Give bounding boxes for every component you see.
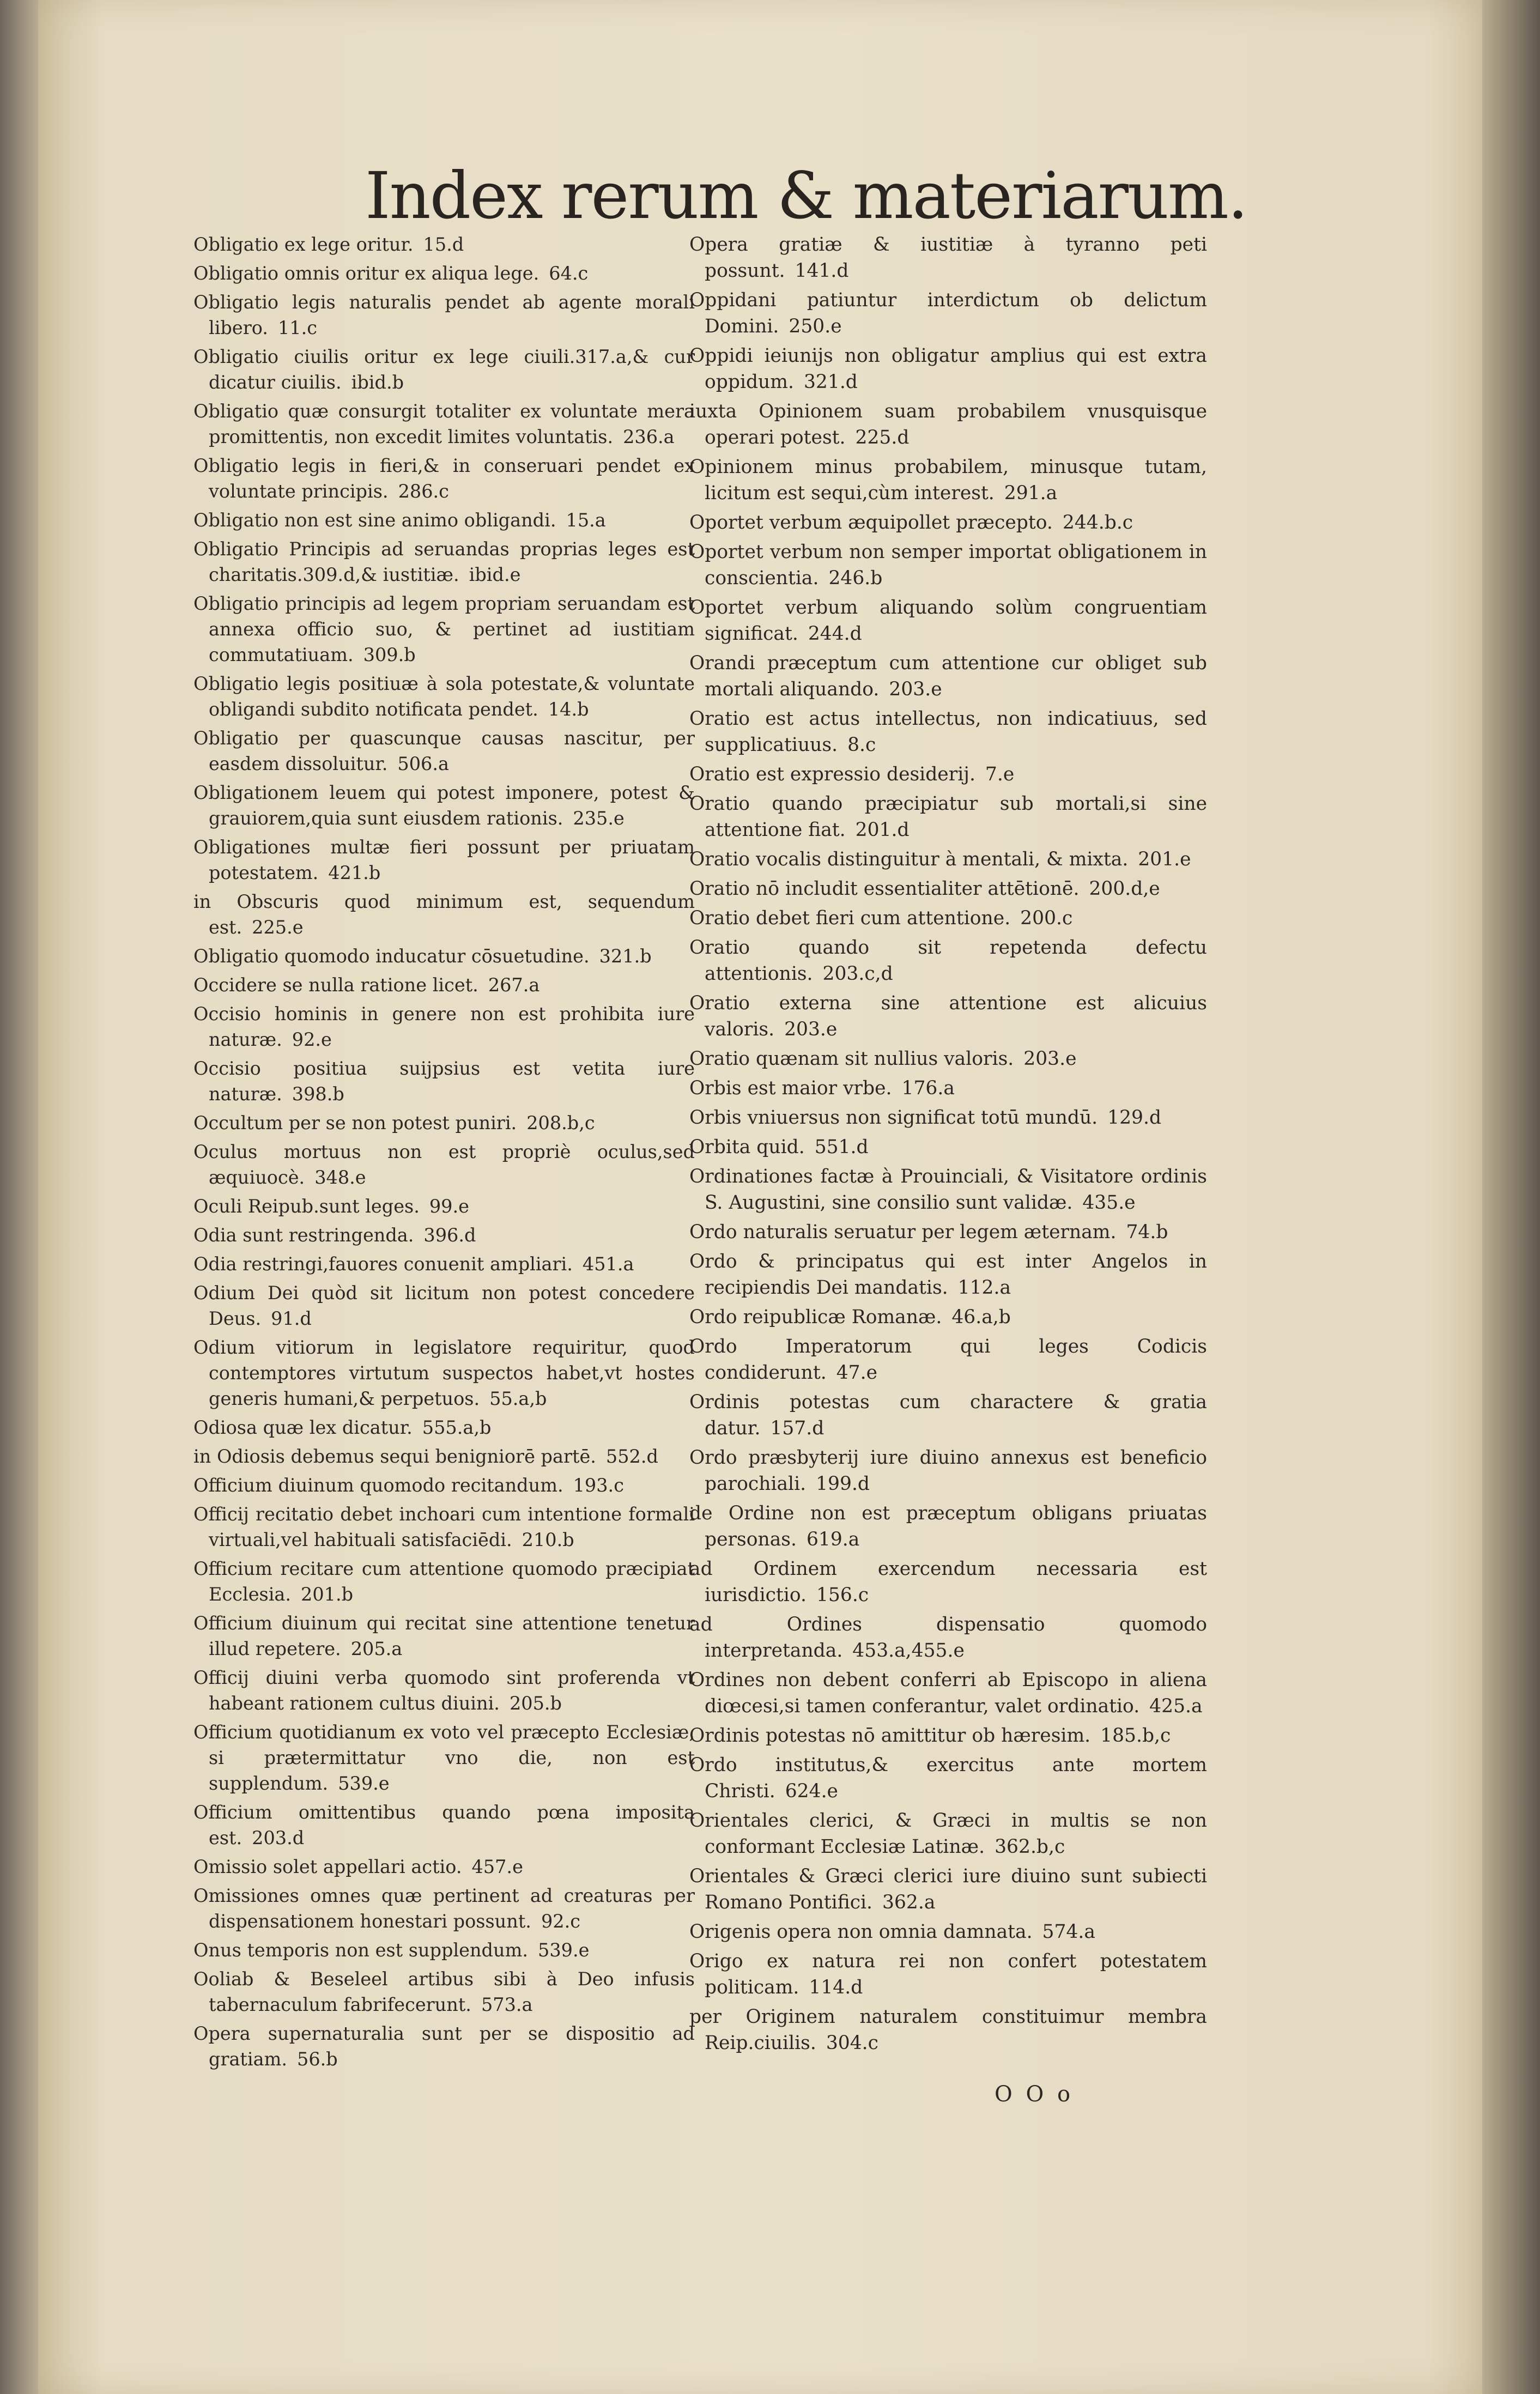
index-entry-text: Oppidi ieiunijs non obligatur amplius qui est extra oppidum. [689,345,1207,393]
index-entry [193,2021,695,2072]
index-entry-reference: ibid.e [469,564,521,585]
index-entry-text: Ordines non debent conferri ab Episcopo in aliena diœcesi,si tamen conferantur, valet ordinatio. [689,1669,1207,1717]
index-entry [689,539,1207,591]
index-entry-reference: 201.b [301,1584,354,1605]
index-entry-text: Oportet verbum non semper importat obligationem in conscientia. [689,541,1207,589]
index-entry-text: ad Ordinem exercendum necessaria est iurisdictio. [689,1558,1207,1606]
index-entry-reference: 199.d [816,1473,870,1495]
index-entry-text: Origo ex natura rei non confert potestatem politicam. [689,1950,1207,1998]
index-entry [689,1500,1207,1553]
index-entry [689,1863,1207,1916]
index-entry [689,454,1207,506]
index-entry-text: Omissio solet appellari actio. [193,1856,462,1877]
index-entry-reference: 112.a [957,1277,1011,1299]
index-entry-reference: 200.d,e [1089,878,1160,900]
index-entry [689,1389,1207,1441]
book-binding [0,0,38,2394]
index-entry-reference: 56.b [297,2048,338,2070]
index-entry-reference: 8.c [847,734,876,756]
index-entry [689,595,1207,647]
index-entry-text: Ordo Imperatorum qui leges Codicis condiderunt. [689,1336,1207,1384]
index-entry [689,232,1207,284]
index-entry [193,1444,695,1469]
index-entry [193,889,695,940]
index-entry-reference: 193.c [573,1475,624,1496]
index-entry [193,834,695,886]
index-entry-reference: 421.b [328,862,381,883]
index-entry [193,507,695,533]
index-entry-reference: 551.d [814,1136,869,1158]
index-entry-reference: 555.a,b [422,1417,492,1438]
catchword: O O o [995,2082,1074,2107]
index-entry-text: Odia restringi,fauores conuenit ampliari. [193,1253,573,1275]
index-entry-reference: 619.a [806,1529,860,1550]
index-entry-text: Obligatio quomodo inducatur cōsuetudine. [193,946,590,967]
index-entry-text: Oratio externa sine attentione est alicuius valoris. [689,992,1207,1040]
index-entry-reference: 396.d [423,1225,476,1246]
index-entry-reference: 225.d [855,427,910,449]
index-entry-text: Officium quotidianum ex voto vel præcepto Ecclesiæ, si prætermittatur vno die, non est supplendum. [193,1722,695,1794]
index-entry-reference: 235.e [573,808,625,829]
index-entry-reference: 267.a [488,974,540,996]
index-entry-text: Odium vitiorum in legislatore requiritur, quod contemptores virtutum suspectos habet,vt hostes generis humani,& perpetuos. [193,1337,695,1409]
index-entry-reference: 574.a [1042,1921,1095,1943]
index-entry-reference: 321.d [803,371,858,393]
index-entry-reference: 92.c [541,1911,580,1932]
index-entry [689,1304,1207,1330]
index-entry [689,287,1207,340]
index-entry-text: Odium Dei quòd sit licitum non potest concedere Deus. [193,1282,695,1329]
index-entry-text: Ordo institutus,& exercitus ante mortem Christi. [689,1754,1207,1802]
index-entry-reference: 15.a [566,510,606,531]
index-entry-text: Oportet verbum æquipollet præcepto. [689,512,1053,534]
index-entry-reference: 309.b [363,644,416,665]
index-entry-reference: 203.c,d [822,963,893,985]
index-entry-text: Obligatio non est sine animo obligandi. [193,510,556,531]
index-entry-reference: 99.e [429,1196,469,1217]
index-entry [193,1335,695,1411]
index-entry-reference: 11.c [277,317,317,338]
index-entry-text: Obligatio quæ consurgit totaliter ex voluntate mera promittentis, non excedit limites voluntatis. [193,401,695,447]
index-entry-reference: 362.a [882,1892,936,1913]
index-entry [689,706,1207,758]
index-entry [193,1799,695,1851]
index-entry-reference: 64.c [549,263,589,284]
index-entry-text: iuxta Opinionem suam probabilem vnusquisque operari potest. [689,401,1207,449]
index-entry-reference: 435.e [1082,1192,1136,1214]
index-entry-reference: 208.b,c [526,1112,595,1134]
index-entry-reference: 203.d [252,1827,305,1848]
index-entry-reference: 250.e [789,316,842,337]
index-entry [193,943,695,969]
index-entry [193,591,695,668]
index-entry-reference: 201.e [1138,848,1191,870]
index-entry-text: Oratio quando sit repetenda defectu attentionis. [689,937,1207,985]
index-entry-text: Oratio debet fieri cum attentione. [689,907,1011,929]
index-entry-text: Obligatio Principis ad seruandas proprias leges est charitatis.309.d,& iustitiæ. [193,538,695,585]
index-entry [193,972,695,998]
index-entry-reference: 185.b,c [1100,1725,1171,1747]
index-entry [193,671,695,722]
index-entry [689,935,1207,987]
index-entry [689,1105,1207,1131]
index-entry [193,1556,695,1607]
index-entry-text: Obligatio principis ad legem propriam seruandam est annexa officio suo, & pertinet ad iustitiam commutatiuam. [193,593,695,665]
index-entry [689,846,1207,872]
index-entry [193,1280,695,1331]
index-entry [193,453,695,504]
index-entry-text: Officium recitare cum attentione quomodo præcipiat Ecclesia. [193,1558,695,1605]
index-entry-text: Odia sunt restringenda. [193,1225,414,1246]
index-entry-text: Obligatio legis positiuæ à sola potestate,& voluntate obligandi subdito notificata pendet. [193,673,695,720]
index-entry-text: Orientales clerici, & Græci in multis se non conformant Ecclesiæ Latinæ. [689,1810,1207,1858]
index-entry-text: Orbis est maior vrbe. [689,1077,892,1099]
index-entry-text: Obligatio ciuilis oritur ex lege ciuili.317.a,& cur dicatur ciuilis. [193,346,695,393]
index-entry [689,990,1207,1043]
index-entry-reference: ibid.b [351,372,404,393]
index-entry-text: Ordinis potestas cum charactere & gratia datur. [689,1391,1207,1439]
index-entry-text: Officij diuini verba quomodo sint proferenda vt habeant rationem cultus diuini. [193,1667,695,1714]
index-entry-text: Ordo & principatus qui est inter Angelos in recipiendis Dei mandatis. [689,1251,1207,1299]
index-entry [689,1948,1207,2001]
index-entry-text: Occisio hominis in genere non est prohibita iure naturæ. [193,1003,695,1050]
index-entry [689,1556,1207,1608]
index-entry-reference: 200.c [1020,907,1073,929]
index-column-right [689,232,1207,2059]
index-entry-reference: 321.b [599,946,652,967]
index-entry-reference: 47.e [836,1362,877,1384]
index-entry [193,1610,695,1662]
index-entry-text: Ordo præsbyterij iure diuino annexus est beneficio parochiali. [689,1447,1207,1495]
index-entry [689,905,1207,931]
index-entry-text: Oratio nō includit essentialiter attētionē. [689,878,1080,900]
index-entry [689,1752,1207,1804]
index-entry-text: Obligationem leuem qui potest imponere, potest & grauiorem,quia sunt eiusdem rationis. [193,782,695,829]
index-entry [689,1134,1207,1160]
index-entry [689,1163,1207,1216]
index-entry [689,1248,1207,1301]
index-entry-reference: 244.b.c [1062,512,1133,534]
index-entry [193,1472,695,1498]
index-entry-reference: 210.b [522,1529,574,1550]
index-entry-text: Onus temporis non est supplendum. [193,1940,528,1961]
index-entry [689,1808,1207,1860]
index-entry-reference: 55.a,b [489,1388,547,1409]
index-entry-text: Opera gratiæ & iustitiæ à tyranno peti possunt. [689,234,1207,282]
index-entry-text: in Odiosis debemus sequi benigniorē partē. [193,1446,596,1467]
index-entry [193,1222,695,1248]
index-entry [689,761,1207,787]
index-entry [689,510,1207,536]
index-entry-text: Orbis vniuersus non significat totū mundū. [689,1107,1098,1129]
index-entry-reference: 46.a,b [951,1306,1011,1328]
index-entry [193,780,695,831]
index-entry-reference: 457.e [471,1856,523,1877]
index-entry-text: Odiosa quæ lex dicatur. [193,1417,413,1438]
index-entry-reference: 157.d [770,1417,824,1439]
index-entry [689,1334,1207,1386]
index-entry-text: Origenis opera non omnia damnata. [689,1921,1033,1943]
index-entry [689,398,1207,451]
index-entry [689,1046,1207,1072]
index-entry [689,650,1207,702]
index-entry [193,260,695,286]
index-entry-reference: 453.a,455.e [852,1640,965,1662]
index-entry-text: Officium omittentibus quando pœna imposita est. [193,1802,695,1848]
index-entry-reference: 201.d [855,819,910,841]
index-entry-text: per Originem naturalem constituimur membra Reip.ciuilis. [689,2006,1207,2054]
index-entry-reference: 362.b,c [995,1836,1065,1858]
index-entry [689,1723,1207,1749]
index-entry-text: Oratio quænam sit nullius valoris. [689,1048,1014,1070]
index-entry-text: Ordo reipublicæ Romanæ. [689,1306,942,1328]
index-entry [193,232,695,257]
index-entry-text: Orandi præceptum cum attentione cur obliget sub mortali aliquando. [689,652,1207,700]
index-entry [193,289,695,341]
index-entry-text: Obligatio ex lege oritur. [193,234,414,255]
index-entry-reference: 203.e [784,1019,838,1040]
index-column-left [193,232,695,2075]
index-entry [193,1854,695,1880]
index-entry-reference: 91.d [271,1308,312,1329]
index-entry [193,1665,695,1716]
index-entry-text: Oppidani patiuntur interdictum ob delictum Domini. [689,289,1207,337]
index-entry-reference: 92.e [292,1029,332,1050]
index-entry-text: Ordinis potestas nō amittitur ob hæresim. [689,1725,1091,1747]
index-entry [689,1611,1207,1664]
page-title: Index rerum & materiarum. [365,158,1247,233]
index-entry-reference: 506.a [397,753,449,774]
index-entry-text: Officium diuinum quomodo recitandum. [193,1475,563,1496]
index-entry-reference: 14.b [548,699,589,720]
index-entry-text: Oratio vocalis distinguitur à mentali, & mixta. [689,848,1129,870]
page-edge [1482,0,1540,2394]
index-entry-reference: 7.e [985,763,1015,785]
index-entry-text: Opera supernaturalia sunt per se dispositio ad gratiam. [193,2023,695,2070]
index-entry [193,1056,695,1107]
index-entry-reference: 348.e [314,1167,366,1188]
index-entry [689,1075,1207,1101]
index-entry [193,725,695,777]
index-entry-text: ad Ordines dispensatio quomodo interpretanda. [689,1614,1207,1662]
index-entry-text: Ooliab & Beseleel artibus sibi à Deo infusis tabernaculum fabrifecerunt. [193,1968,695,2015]
index-entry-text: Obligatio legis naturalis pendet ab agente morali libero. [193,292,695,338]
index-entry [689,1919,1207,1945]
index-entry-reference: 539.e [538,1940,590,1961]
index-entry [193,1415,695,1440]
index-entry-reference: 286.c [398,481,449,502]
index-entry-reference: 236.a [623,426,675,447]
index-entry-text: Oratio est actus intellectus, non indicatiuus, sed supplicatiuus. [689,708,1207,756]
index-entry-reference: 129.d [1107,1107,1162,1129]
index-entry-text: Opinionem minus probabilem, minusque tutam, licitum est sequi,cùm interest. [689,456,1207,504]
index-entry [193,1937,695,1963]
index-entry-reference: 205.a [350,1638,403,1659]
index-entry-reference: 225.e [252,917,304,938]
index-entry-reference: 539.e [338,1773,390,1794]
index-entry-text: Ordinationes factæ à Prouinciali, & Visitatore ordinis S. Augustini, sine consilio sunt validæ. [689,1166,1207,1214]
index-entry-text: Orbita quid. [689,1136,805,1158]
index-entry-reference: 15.d [423,234,464,255]
index-entry-text: Obligatio per quascunque causas nascitur, per easdem dissoluitur. [193,728,695,774]
index-entry [689,876,1207,902]
index-entry-text: Officium diuinum qui recitat sine attentione tenetur illud repetere. [193,1613,695,1659]
index-entry-reference: 205.b [509,1693,562,1714]
index-entry-text: Oportet verbum aliquando solùm congruentiam significat. [689,597,1207,645]
index-entry [193,1501,695,1553]
index-entry-text: de Ordine non est præceptum obligans priuatas personas. [689,1502,1207,1550]
index-entry-text: Oratio quando præcipiatur sub mortali,si sine attentione fiat. [689,793,1207,841]
index-entry [689,2004,1207,2056]
index-entry-text: Obligatio omnis oritur ex aliqua lege. [193,263,539,284]
index-entry-reference: 398.b [292,1083,344,1105]
index-entry-text: Oculi Reipub.sunt leges. [193,1196,420,1217]
index-entry [689,1219,1207,1245]
index-entry [193,1966,695,2017]
index-entry-reference: 573.a [481,1994,533,2015]
index-entry-reference: 244.d [808,623,862,645]
index-entry-text: Officij recitatio debet inchoari cum intentione formali virtuali,vel habituali satisfaciēdi. [193,1504,695,1550]
index-entry [193,1193,695,1219]
index-entry-text: Obligationes multæ fieri possunt per priuatam potestatem. [193,837,695,883]
index-entry [689,343,1207,395]
index-entry-reference: 304.c [826,2032,878,2054]
index-entry-reference: 176.a [901,1077,955,1099]
index-entry-reference: 203.e [1023,1048,1077,1070]
index-entry-reference: 203.e [889,678,942,700]
index-entry [193,344,695,395]
index-entry-reference: 451.a [582,1253,634,1275]
index-entry-text: Orientales & Græci clerici iure diuino sunt subiecti Romano Pontifici. [689,1865,1207,1913]
index-entry-reference: 291.a [1004,482,1058,504]
index-entry [689,1667,1207,1719]
index-entry-reference: 552.d [605,1446,658,1467]
index-entry-text: Occidere se nulla ratione licet. [193,974,478,996]
index-entry [193,536,695,587]
index-entry [193,1001,695,1052]
index-entry-reference: 156.c [816,1584,869,1606]
index-entry-text: Obligatio legis in fieri,& in conseruari pendet ex voluntate principis. [193,455,695,502]
index-entry-text: Ordo naturalis seruatur per legem æternam. [689,1221,1117,1243]
index-entry [193,398,695,450]
index-entry [193,1883,695,1934]
index-entry-reference: 141.d [795,260,849,282]
index-entry [193,1719,695,1796]
index-entry-reference: 114.d [809,1977,863,1998]
index-entry-text: Oculus mortuus non est propriè oculus,sed æquiuocè. [193,1141,695,1188]
index-entry-text: in Obscuris quod minimum est, sequendum est. [193,891,695,938]
index-entry [193,1251,695,1277]
index-entry [193,1139,695,1190]
index-entry [689,791,1207,843]
index-entry-reference: 74.b [1126,1221,1168,1243]
index-entry-text: Oratio est expressio desiderij. [689,763,975,785]
index-entry-reference: 425.a [1149,1695,1203,1717]
index-entry-text: Omissiones omnes quæ pertinent ad creaturas per dispensationem honestari possunt. [193,1885,695,1932]
index-entry [193,1110,695,1136]
index-entry-reference: 246.b [828,567,883,589]
index-entry-text: Occisio positiua suijpsius est vetita iure naturæ. [193,1058,695,1105]
index-entry [689,1445,1207,1497]
index-entry-reference: 624.e [785,1780,838,1802]
index-entry-text: Occultum per se non potest puniri. [193,1112,517,1134]
